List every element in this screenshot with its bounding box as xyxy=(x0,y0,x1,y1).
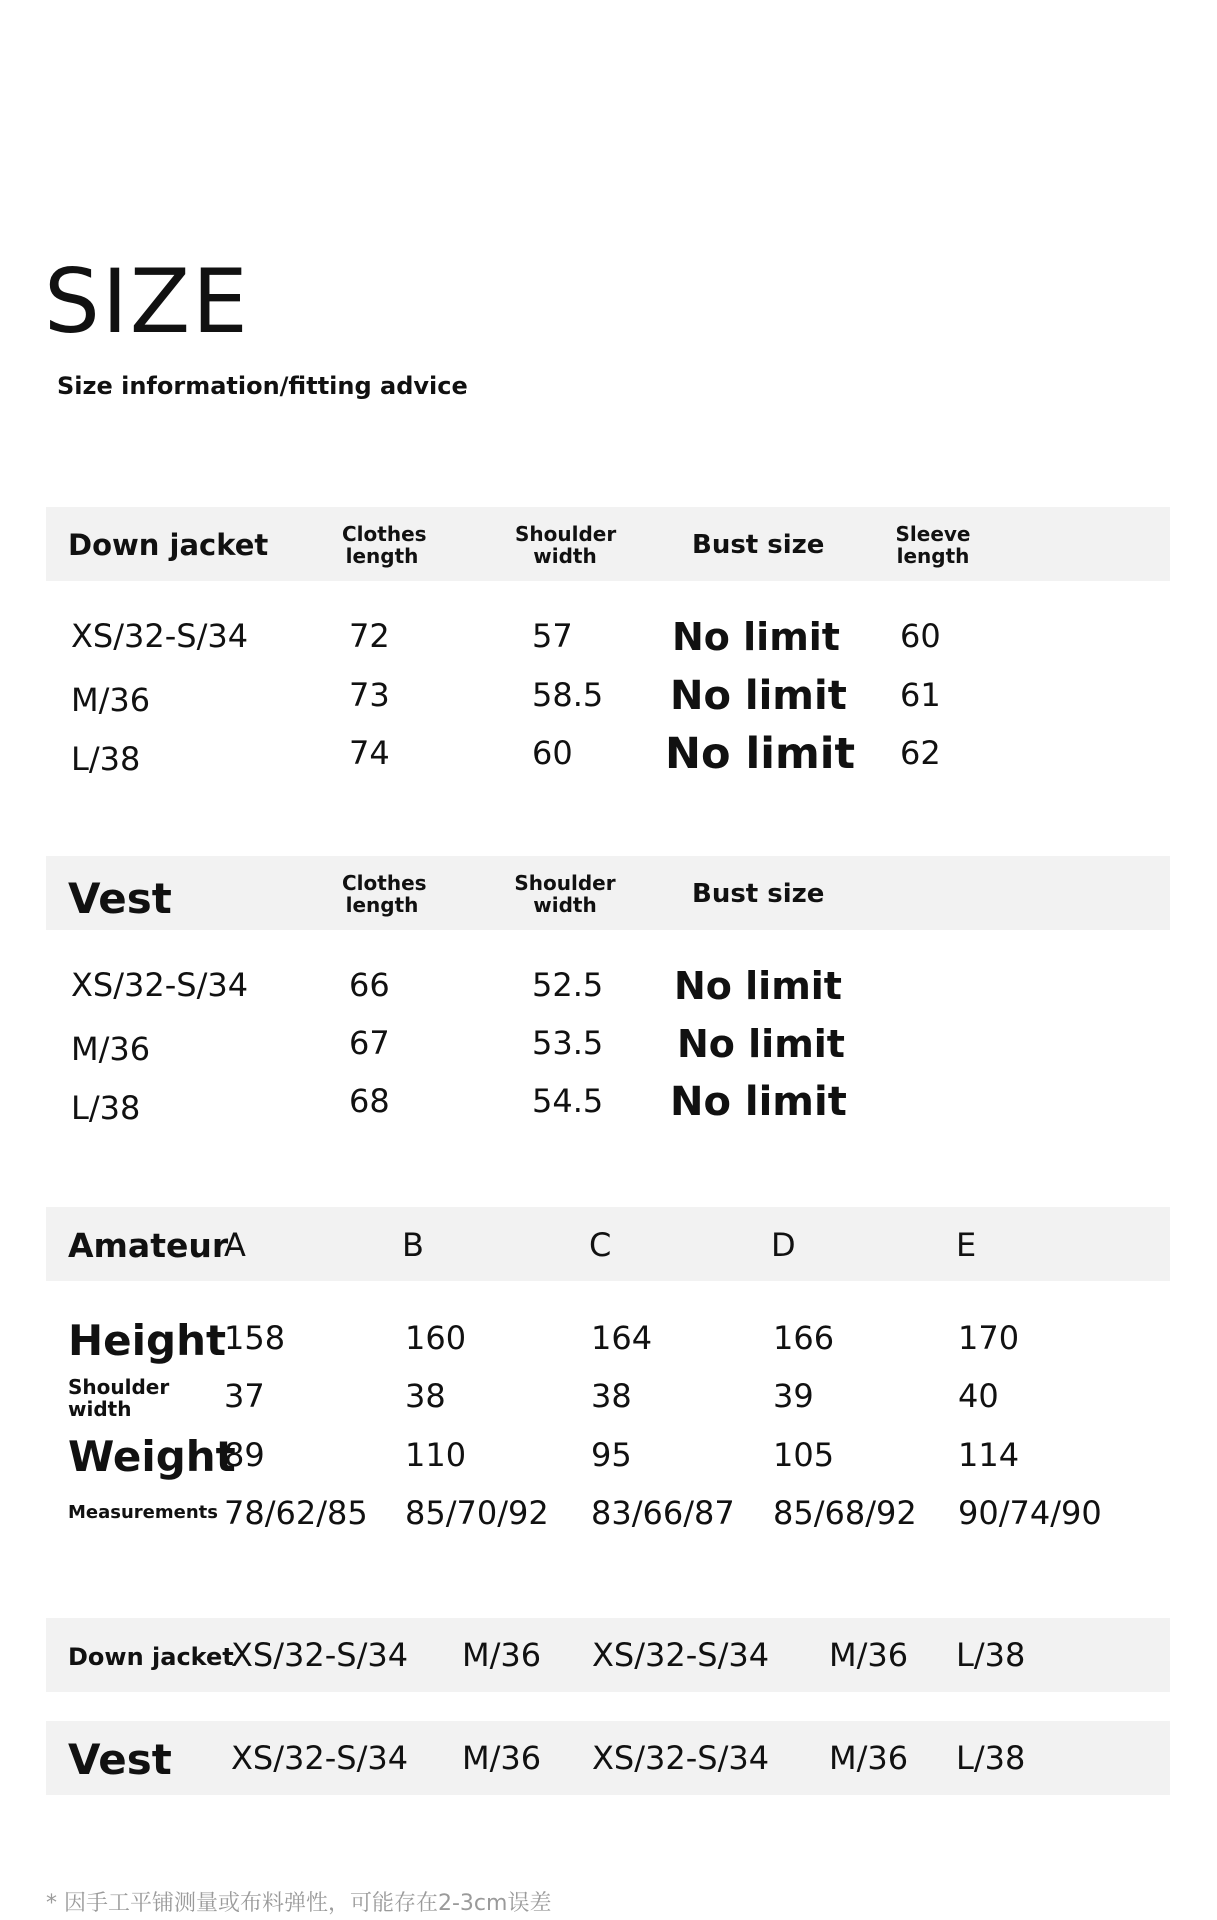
dj-row-1-sleeve-length: 60 xyxy=(900,617,941,655)
amateur-row-weight-label: Weight xyxy=(68,1432,236,1481)
amateur-measure-c: 83/66/87 xyxy=(591,1494,735,1532)
dj-col-clothes-length: Clothes length xyxy=(342,522,427,568)
vest-row-3-bust-size: No limit xyxy=(670,1079,847,1125)
vest-row-1-clothes-length: 66 xyxy=(349,966,390,1004)
dj-row-2-clothes-length: 73 xyxy=(349,676,390,714)
vest-row-3-size: L/38 xyxy=(71,1089,141,1127)
amateur-measure-d: 85/68/92 xyxy=(773,1494,917,1532)
amateur-measure-b: 85/70/92 xyxy=(405,1494,549,1532)
dj-row-3-bust-size: No limit xyxy=(665,729,856,779)
vest-row-2-shoulder-width: 53.5 xyxy=(532,1024,604,1062)
amateur-weight-b: 110 xyxy=(405,1436,467,1474)
dj-row-1-clothes-length: 72 xyxy=(349,617,390,655)
dj-col-bust-size: Bust size xyxy=(692,530,825,560)
amateur-label: Amateur xyxy=(68,1226,229,1265)
amateur-height-d: 166 xyxy=(773,1319,835,1357)
fit-vest-d: M/36 xyxy=(829,1739,909,1777)
down-jacket-label: Down jacket xyxy=(68,528,269,562)
fit-row-vest-label: Vest xyxy=(68,1735,172,1784)
amateur-shoulder-c: 38 xyxy=(591,1377,632,1415)
amateur-shoulder-e: 40 xyxy=(958,1377,999,1415)
amateur-shoulder-d: 39 xyxy=(773,1377,814,1415)
amateur-shoulder-a: 37 xyxy=(224,1377,265,1415)
vest-row-1-size: XS/32-S/34 xyxy=(71,966,249,1004)
amateur-col-d: D xyxy=(771,1226,796,1264)
amateur-row-height-label: Height xyxy=(68,1316,227,1365)
fit-down-jacket-b: M/36 xyxy=(462,1636,542,1674)
amateur-row-measurements-label: Measurements xyxy=(68,1502,218,1523)
amateur-shoulder-b: 38 xyxy=(405,1377,446,1415)
dj-row-2-shoulder-width: 58.5 xyxy=(532,676,604,714)
vest-row-1-shoulder-width: 52.5 xyxy=(532,966,604,1004)
dj-row-3-sleeve-length: 62 xyxy=(900,734,941,772)
fit-vest-a: XS/32-S/34 xyxy=(231,1739,409,1777)
fit-down-jacket-a: XS/32-S/34 xyxy=(231,1636,409,1674)
amateur-height-a: 158 xyxy=(224,1319,286,1357)
dj-row-1-size: XS/32-S/34 xyxy=(71,617,249,655)
amateur-height-b: 160 xyxy=(405,1319,467,1357)
amateur-col-e: E xyxy=(956,1226,977,1264)
amateur-height-e: 170 xyxy=(958,1319,1020,1357)
fit-vest-e: L/38 xyxy=(956,1739,1026,1777)
amateur-weight-a: 89 xyxy=(224,1436,265,1474)
dj-row-1-bust-size: No limit xyxy=(672,615,840,659)
dj-row-2-bust-size: No limit xyxy=(670,673,847,719)
amateur-height-c: 164 xyxy=(591,1319,653,1357)
fit-vest-c: XS/32-S/34 xyxy=(592,1739,770,1777)
amateur-weight-d: 105 xyxy=(773,1436,835,1474)
vest-label: Vest xyxy=(68,874,172,923)
fit-vest-b: M/36 xyxy=(462,1739,542,1777)
fit-down-jacket-d: M/36 xyxy=(829,1636,909,1674)
vest-row-2-bust-size: No limit xyxy=(677,1022,845,1066)
vest-row-1-bust-size: No limit xyxy=(674,964,842,1008)
amateur-measure-e: 90/74/90 xyxy=(958,1494,1102,1532)
page-subtitle: Size information/fitting advice xyxy=(57,372,468,400)
fit-down-jacket-e: L/38 xyxy=(956,1636,1026,1674)
vest-row-2-size: M/36 xyxy=(71,1030,151,1068)
measurement-footnote: * 因手工平铺测量或布料弹性，可能存在2-3cm误差 xyxy=(46,1891,552,1916)
dj-row-3-clothes-length: 74 xyxy=(349,734,390,772)
vest-col-shoulder-width: Shoulder width xyxy=(514,871,616,917)
amateur-col-b: B xyxy=(402,1226,424,1264)
vest-row-2-clothes-length: 67 xyxy=(349,1024,390,1062)
vest-row-3-clothes-length: 68 xyxy=(349,1082,390,1120)
dj-col-shoulder-width: Shoulder width xyxy=(515,522,617,568)
fit-down-jacket-c: XS/32-S/34 xyxy=(592,1636,770,1674)
page-title: SIZE xyxy=(44,250,250,353)
amateur-weight-e: 114 xyxy=(958,1436,1020,1474)
dj-row-3-shoulder-width: 60 xyxy=(532,734,573,772)
amateur-measure-a: 78/62/85 xyxy=(224,1494,368,1532)
dj-row-2-size: M/36 xyxy=(71,681,151,719)
vest-col-bust-size: Bust size xyxy=(692,879,825,909)
dj-col-sleeve-length: Sleeve length xyxy=(895,522,971,568)
dj-row-3-size: L/38 xyxy=(71,740,141,778)
amateur-col-a: A xyxy=(224,1226,246,1264)
vest-row-3-shoulder-width: 54.5 xyxy=(532,1082,604,1120)
dj-row-2-sleeve-length: 61 xyxy=(900,676,941,714)
amateur-row-shoulder-label: Shoulder width xyxy=(68,1375,170,1421)
amateur-col-c: C xyxy=(589,1226,612,1264)
fit-row-down-jacket-label: Down jacket xyxy=(68,1643,234,1671)
vest-col-clothes-length: Clothes length xyxy=(342,871,427,917)
amateur-weight-c: 95 xyxy=(591,1436,632,1474)
dj-row-1-shoulder-width: 57 xyxy=(532,617,573,655)
